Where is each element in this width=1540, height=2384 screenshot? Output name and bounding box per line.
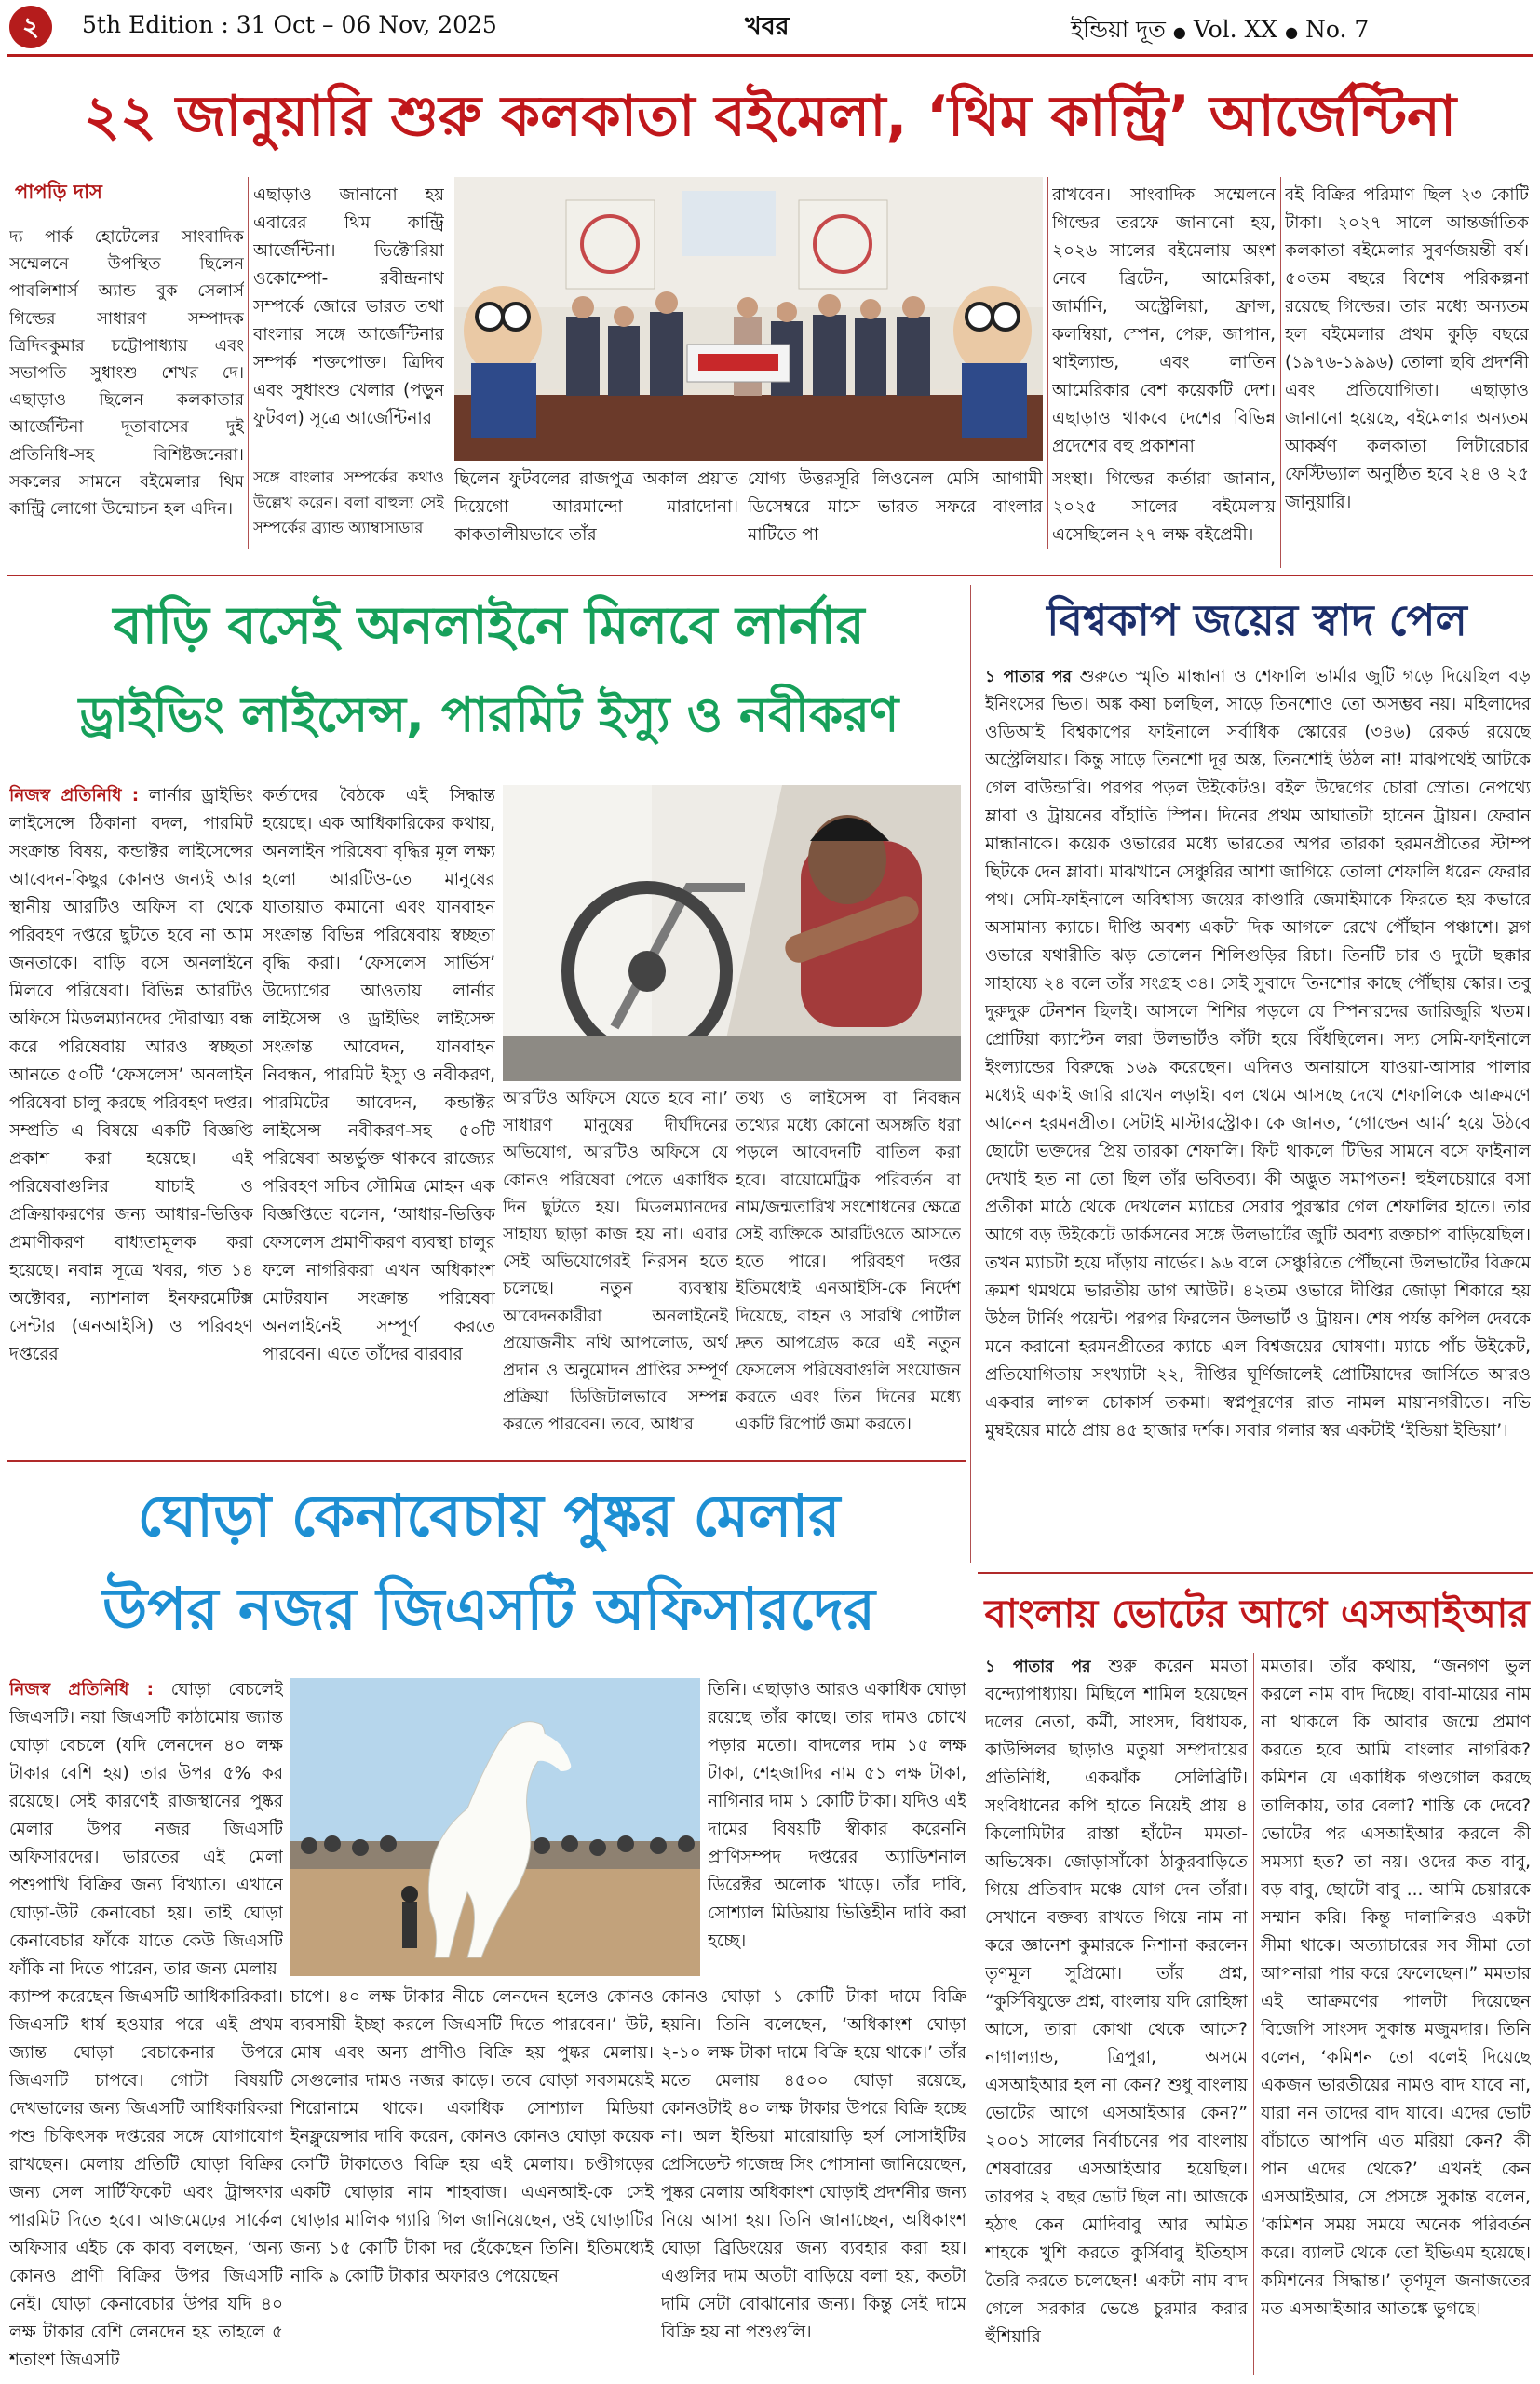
headline-sir: বাংলায় ভোটের আগে এসআইআর xyxy=(984,1591,1530,1636)
paper-info xyxy=(1071,11,1369,51)
photo-woman-driving-car xyxy=(503,785,961,1081)
byline-pushkar: নিজস্ব প্রতিনিধি : xyxy=(9,1680,155,1700)
press-conference-illustration xyxy=(454,177,1043,461)
page-ref-world-cup: ১ পাতার পর xyxy=(985,668,1072,686)
article-pushkar-col1-bottom: ক্যাম্প করেছেন জিএসটি আধিকারিকরা। জিএসটি ধার্য হওয়ার পরে এই প্রথম জ্যান্ত ঘোড়া বেচাকেনার উপরে জিএসটি চাপবে। গোটা বিষয়টি দেখভালের জন্য জিএসটি আধিকারিকরা পশু চিকিৎসক দপ্তরের সঙ্গে যোগাযোগ রাখছেন। মেলায় প্রতিটি ঘোড়া বিক্রির জন্য সেল সার্টিফিকেট এবং ট্রান্সফার পারমিট দিতে হবে। আজমেঢ়ের সার্কেল অফিসার এইচ কে কাব্য বলছেন, ‘অন্য কোনও প্রাণী বিক্রির উপর জিএসটি নেই। ঘোড়া কেনাবেচার উপর যদি ৪০ লক্ষ টাকার বেশি লেনদেন হয় তাহলে ৫ শতাংশ জিএসটি xyxy=(9,1987,283,2370)
article-book-fair-bottom-a: সঙ্গে বাংলার সম্পর্কের কথাও উল্লেখ করেন। বলা বাহুল্য সেই সম্পর্কের ব্র্যান্ড অ্যাম্বাসাডার xyxy=(253,468,444,536)
article-sir-col1 xyxy=(985,1653,1248,2375)
column-rule xyxy=(248,177,249,549)
article-driving-licence-col4: তথ্য ও লাইসেন্স বা নিবন্ধন তথ্যের মধ্যে কোনো অসঙ্গতি ধরা পড়লে আবেদনটি বাতিল করা হবে। বায়োমেট্রিক পরিবর্তন বা নাম/জন্মতারিখ সংশোধনের ক্ষেত্রে সেই ব্যক্তিকে আরটিওতে আসতে হতে পারে। পরিবহণ দপ্তর ইতিমধ্যেই এনআইসি-কে নির্দেশ দিয়েছে, বাহন ও সারথি পোর্টাল দ্রুত আপগ্রেড করে এই নতুন ফেসলেস পরিষেবাগুলি সংযোজন করতে এবং তিন দিনের মধ্যে একটি রিপোর্ট জমা করতে। xyxy=(736,1089,961,1435)
column-rule xyxy=(1047,177,1048,549)
article-book-fair-bottom-b: ছিলেন ফুটবলের রাজপুত্র অকাল প্রয়াত দিয়েগো আরমান্দো মারাদোনা। কাকতালীয়ভাবে তাঁর xyxy=(454,469,738,545)
page-number-badge: ২ xyxy=(9,6,52,48)
article-book-fair-col1: দ্য পার্ক হোটেলের সাংবাদিক সম্মেলনে উপস্থিত ছিলেন পাবলিশার্স অ্যান্ড বুক সেলার্স গিল্ডের সাধারণ সম্পাদক ত্রিদিবকুমার চট্টোপাধ্যায় এবং সভাপতি সুধাংশু শেখর দে। এছাড়াও ছিলেন কলকাতার আর্জেন্টিনা দূতাবাসের দুই প্রতিনিধি-সহ বিশিষ্টজনেরা। সকলের সামনে বইমেলার থিম কান্ট্রি লোগো উন্মোচন হল এদিন। xyxy=(9,227,244,519)
article-driving-licence-col3: আরটিও অফিসে যেতে হবে না।’ সাধারণ মানুষের দীর্ঘদিনের অভিযোগ, আরটিও অফিসে যে কোনও পরিষেবা পেতে একাধিক দিন ছুটতে হয়। মিডলম্যানদের সাহায্য ছাড়া কাজ হয় না। এবার সেই অভিযোগেরই নিরসন হতে চলেছে। নতুন ব্যবস্থায় আবেদনকারীরা অনলাইনেই প্রয়োজনীয় নথি আপলোড, অর্থ প্রদান ও অনুমোদন প্রাপ্তির সম্পূর্ণ প্রক্রিয়া ডিজিটালভাবে সম্পন্ন করতে পারবেন। তবে, আধার xyxy=(503,1089,728,1435)
article-sir-col1-text: শুরু করেন মমতা বন্দ্যোপাধ্যায়। মিছিলে শামিল হয়েছেন দলের নেতা, কর্মী, সাংসদ, বিধায়ক, কাউন্সিলর ছাড়াও মতুয়া সম্প্রদায়ের প্রতিনিধি, একঝাঁক সেলিব্রিটি। সংবিধানের কপি হাতে নিয়েই প্রায় ৪ কিলোমিটার রাস্তা হাঁটেন মমতা-অভিষেক। জোড়াসাঁকো ঠাকুরবাড়িতে গিয়ে প্রতিবাদ মঞ্চে যোগ দেন তাঁরা। সেখানে বক্তব্য রাখতে গিয়ে নাম না করে জ্ঞানেশ কুমারকে নিশানা করলেন তৃণমূল সুপ্রিমো। তাঁর প্রশ্ন, “কুর্সিবিযুক্তে প্রশ্ন, বাংলায় যদি রোহিঙ্গা আসে, তারা কোথা থেকে আসে? নাগাল্যান্ড, ত্রিপুরা, অসমে এসআইআর হল না কেন? শুধু বাংলায় ভোটের আগে এসআইআর কেন?” ২০০১ সালের নির্বাচনের পর বাংলায় শেষবারের এসআইআর হয়েছিল। তারপর ২ বছর ভোট ছিল না। আজকে হঠাৎ কেন মোদিবাবু আর অমিত শাহকে খুশি করতে কুর্সিবাবু ইতিহাস তৈরি করতে চলেছেন! একটা নাম বাদ গেলে সরকার ভেঙে চুরমার করার হুঁশিয়ারি xyxy=(985,1657,1248,2347)
article-pushkar-col1-top-text: ঘোড়া বেচলেই জিএসটি। নয়া জিএসটি কাঠামোয় জ্যান্ত ঘোড়া বেচলে (যদি লেনদেন ৪০ লক্ষ টাকার বেশি হয়) তার উপর ৫% কর রয়েছে। সেই কারণেই রাজস্থানের পুষ্কর মেলার উপর নজর জিএসটি অফিসারদের। ভারতের এই মেলা পশুপাখি বিক্রির জন্য বিখ্যাত। এখানে ঘোড়া-উট কেনাবেচা হয়। তাই ঘোড়া কেনাবেচার ফাঁকে যাতে কেউ জিএসটি ফাঁকি না দিতে পারেন, তার জন্য মেলায় xyxy=(9,1680,283,1979)
section-divider xyxy=(7,575,1533,576)
masthead-rule xyxy=(7,54,1533,57)
driving-illustration xyxy=(503,785,961,1081)
article-pushkar-col2: চাপে। ৪০ লক্ষ টাকার নীচে লেনদেন হলেও কোনও ব্যবসায়ী ইচ্ছা করলে জিএসটি দিতে পারবেন।’ উট, মোষ এবং অন্য প্রাণীও বিক্রি হয় পুষ্কর মেলায়। সেগুলোর দামও নজর কাড়ে। তবে ঘোড়া সবসময়েই শিরোনামে থাকে। একাধিক সোশ্যাল মিডিয়া ইনফ্লুয়েন্সার দাবি করেন, কোনও কোনও ঘোড়া কয়েক কোটি টাকাতেও বিক্রি হয় এই মেলায়। চণ্ডীগড়ের একটি ঘোড়ার নাম শাহবাজ। এএনআই-কে সেই ঘোড়ার মালিক গ্যারি গিল জানিয়েছেন, ওই ঘোড়াটির জন্য ১৫ কোটি টাকা দর হেঁকেছেন তিনি। ইতিমধ্যেই নাকি ৯ কোটি টাকার অফারও পেয়েছেন xyxy=(290,1987,654,2286)
headline-driving-licence-line2: ড্রাইভিং লাইসেন্স, পারমিট ইস্যু ও নবীকরণ xyxy=(78,687,899,743)
section-label: খবর xyxy=(745,12,790,41)
section-divider xyxy=(7,1460,966,1462)
column-rule xyxy=(1253,1653,1254,2375)
volume: Vol. XX xyxy=(1193,16,1278,43)
article-book-fair-col5: বই বিক্রির পরিমাণ ছিল ২৩ কোটি টাকা। ২০২৭ সালে আন্তর্জাতিক কলকাতা বইমেলার সুবর্ণজয়ন্তী বর্ষ। ৫০তম বছরে বিশেষ পরিকল্পনা রয়েছে গিল্ডের। তার মধ্যে অন্যতম হল বইমেলার প্রথম কুড়ি বছরে (১৯৭৬-১৯৯৬) তোলা ছবি প্রদর্শনী এবং প্রতিযোগিতা। এছাড়াও জানানো হয়েছে, বইমেলার অন্যতম আকর্ষণ কলকাতা লিটারেচার ফেস্টিভ্যাল অনুষ্ঠিত হবে ২৪ ও ২৫ জানুয়ারি। xyxy=(1285,185,1529,512)
article-driving-licence-col1 xyxy=(9,782,253,1453)
column-rule xyxy=(1280,177,1281,568)
article-pushkar-col3-bottom: কোনও ঘোড়া ১ কোটি টাকা দামে বিক্রি হয়নি। তিনি বলেছেন, ‘অধিকাংশ ঘোড়া ২-১০ লক্ষ টাকা দামে বিক্রি হয়ে থাকে।’ তাঁর মতে মেলায় ৪৫০০ ঘোড়া রয়েছে, কোনওটাই ৪০ লক্ষ টাকার উপরে বিক্রি হচ্ছে না। অল ইন্ডিয়া মারোয়াড়ি হর্স সোসাইটির প্রেসিডেন্ট গজেন্দ্র সিং পোসানা জানিয়েছেন, পুষ্কর মেলায় অধিকাংশ ঘোড়াই প্রদর্শনীর জন্য নিয়ে আসা হয়। তিনি জানাচ্ছেন, অধিকাংশ ঘোড়া ব্রিডিংয়ের জন্য ব্যবহার করা হয়। এগুলির দাম অতটা বাড়িয়ে বলা হয়, কতটা দামি সেটা বোঝানোর জন্য। কিন্তু সেই দামে বিক্রি হয় না পশুগুলি। xyxy=(661,1987,966,2342)
photo-white-horse-pushkar xyxy=(290,1678,700,1976)
headline-pushkar-line1: ঘোড়া কেনাবেচায় পুষ্কর মেলার xyxy=(137,1482,841,1550)
article-book-fair-bottom-d: সংস্থা। গিল্ডের কর্তারা জানান, ২০২৫ সালের বইমেলায় এসেছিলেন ২৭ লক্ষ বইপ্রেমী। xyxy=(1052,469,1276,545)
masthead xyxy=(0,0,1540,56)
headline-pushkar-line2: উপর নজর জিএসটি অফিসারদের xyxy=(101,1575,876,1643)
headline-driving-licence-line1: বাড়ি বসেই অনলাইনে মিলবে লার্নার xyxy=(113,596,865,657)
article-book-fair-col4: রাখবেন। সাংবাদিক সম্মেলনে গিল্ডের তরফে জানানো হয়, ২০২৬ সালের বইমেলায় অংশ নেবে ব্রিটেন, আমেরিকা, জার্মানি, অস্ট্রেলিয়া, ফ্রান্স, কলম্বিয়া, স্পেন, পেরু, জাপান, থাইল্যান্ড, এবং লাতিন আমেরিকার বেশ কয়েকটি দেশ। এছাড়াও থাকবে দেশের বিভিন্ন প্রদেশের বহু প্রকাশনা xyxy=(1052,185,1276,456)
issue-number: No. 7 xyxy=(1304,16,1370,43)
section-divider xyxy=(978,1572,1533,1574)
page-ref-sir: ১ পাতার পর xyxy=(985,1658,1091,1676)
article-book-fair-bottom-c: যোগ্য উত্তরসূরি লিওনেল মেসি আগামী ডিসেম্বরে মাসে ভারত সফরে বাংলার মাটিতে পা xyxy=(748,469,1043,545)
article-book-fair-col2: এছাড়াও জানানো হয় এবারের থিম কান্ট্রি আর্জেন্টিনা। ভিক্টোরিয়া ওকোম্পো- রবীন্দ্রনাথ সম্পর্কে জোরে ভারত তথা বাংলার সঙ্গে আর্জেন্টিনার সম্পর্ক শক্তপোক্ত। ত্রিদিব এবং সুধাংশু খেলার (পড়ুন ফুটবল) সূত্রে আর্জেন্টিনার xyxy=(253,185,444,428)
horse-illustration xyxy=(290,1678,700,1976)
article-world-cup xyxy=(985,663,1531,1557)
byline-papri-das: পাপড়ি দাস xyxy=(15,181,102,203)
article-driving-licence-col2: কর্তাদের বৈঠকে এই সিদ্ধান্ত হয়েছে। এক আধিকারিকের কথায়, অনলাইন পরিষেবা বৃদ্ধির মূল লক্ষ্য হলো আরটিও-তে মানুষের যাতায়াত কমানো এবং যানবাহন সংক্রান্ত বিভিন্ন পরিষেবায় স্বচ্ছতা বৃদ্ধি করা। ‘ফেসলেস সার্ভিস’ উদ্যোগের আওতায় লার্নার লাইসেন্স ও ড্রাইভিং লাইসেন্স সংক্রান্ত আবেদন, যানবাহন নিবন্ধন, পারমিট ইস্যু ও নবীকরণ, পারমিটের আবেদন, কন্ডাক্টর লাইসেন্স নবীকরণ-সহ ৫০টি পরিষেবা অন্তর্ভুক্ত থাকবে রাজ্যের পরিবহণ সচিব সৌমিত্র মোহন এক বিজ্ঞপ্তিতে বলেন, ‘আধার-ভিত্তিক ফেসলেস প্রমাণীকরণ ব্যবস্থা চালুর ফলে নাগরিকরা এখন অধিকাংশ মোটরযান সংক্রান্ত পরিষেবা অনলাইনেই সম্পূর্ণ করতে পারবেন। এতে তাঁদের বারবার xyxy=(263,786,495,1364)
article-world-cup-text: শুরুতে স্মৃতি মান্ধানা ও শেফালি ভার্মার জুটি গড়ে দিয়েছিল বড় ইনিংসের ভিত। অঙ্ক কষা চলছিল, সাড়ে তিনশোও তো অসম্ভব নয়। মহিলাদের ওডিআই বিশ্বকাপের ফাইনালে সর্বাধিক স্কোরের (৩৪৬) রেকর্ড রয়েছে অস্ট্রেলিয়ার। কিন্তু সাড়ে তিনশো দূর অস্ত, তিনশোই উঠল না! মাঝপথেই আটকে গেল বাউন্ডারি। পরপর পড়ল উইকেটও। বইল উদ্বেগের চোরা স্রোত। নেপথ্যে ম্লাবা ও ট্রায়নের বাঁহাতি স্পিন। দিনের প্রথম আঘাতটা হানেন ট্রায়ন। ফেরান মান্ধানাকে। কয়েক ওভারের মধ্যে ভারতের অপর তারকা হরমনপ্রীতের স্টাম্প ছিটকে দেন ম্লাবা। মাঝখানে সেঞ্চুরির আশা জাগিয়ে তোলা শেফালি ধরেন ফেরার পথ। সেমি-ফাইনালে অবিশ্বাস্য জয়ের কাণ্ডারি জেমাইমাকে ফিরতে হয় কভারে অসামান্য ক্যাচে। দীপ্তি অবশ্য একটা দিক আগলে রেখে পৌঁছান পঞ্চাশে। স্লগ ওভারে যথারীতি ঝড় তোলেন শিলিগুড়ির রিচা। তিনটি চার ও দুটো ছক্কার সাহায্যে ২৪ বলে তাঁর সংগ্রহ ৩৪। সেই সুবাদে তিনশোর কাছে পৌঁছায় স্কোর। তবু দুরুদুরু টেনশন ছিলই। আসলে শিশির পড়লে যে স্পিনারদের জারিজুরি খতম। প্রোটিয়া ক্যাপ্টেন লরা উলভার্টও কাঁটা হয়ে বিঁধছিলেন। সদ্য সেমি-ফাইনালে ইংল্যান্ডের বিরুদ্ধে ১৬৯ করেছেন। এদিনও অনায়াসে যাওয়া-আসার পালার মধ্যেই একাই জারি রাখেন লড়াই। বল থেমে আসছে দেখে শেফালিকে আক্রমণে আনেন হরমনপ্রীত। সেটাই মাস্টারস্ট্রোক। কে জানত, ‘গোল্ডেন আর্ম’ হয়ে উঠবে ছোটো ভক্তদের প্রিয় তারকা শেফালি। ফিট থাকলে টিভির সামনে বসে ফাইনাল দেখাই হত না তো ছিল তাঁর ভবিতব্য। কী অদ্ভুত সমাপতন! হুইলচেয়ারে বসা প্রতীকা মাঠে থেকে দেখলেন ম্যাচের সেরার পুরস্কার গেল শেফালির হাতে। তার আগে বড় উইকেটে ডার্কসনের সঙ্গে উলভার্টের জুটি অবশ্য রক্তচাপ বাড়িয়েছিল। তখন ম্যাচটা হয়ে দাঁড়ায় নার্ভের। ৯৬ বলে সেঞ্চুরিতে পৌঁছনো উলভার্টের বিক্রমে ক্রমশ থমথমে ভারতীয় ডাগ আউট। ৪২তম ওভারে দীপ্তির জোড়া শিকারে হয় উঠল টার্নিং পয়েন্ট। পরপর ফিরলেন উলভার্ট ও ট্রায়ন। শেষ পর্যন্ত কপিল দেবকে মনে করানো হরমনপ্রীতের ক্যাচে এল বিশ্বজয়ের ঘোষণা। ম্যাচে পাঁচ উইকেট, প্রতিযোগিতায় সংখ্যাটা ২২, দীপ্তির ঘূর্ণিজালেই প্রোটিয়াদের জার্সিতে আরও একবার লাগল চোকার্স তকমা। স্বপ্নপূরণের রাত নামল মায়ানগরীতে। নভি মুম্বইয়ের মাঠে প্রায় ৪৫ হাজার দর্শক। সবার গলার স্বর একটাই ‘ইন্ডিয়া ইন্ডিয়া’। xyxy=(985,667,1531,1441)
bullet-icon: ● xyxy=(1172,23,1186,41)
bullet-icon: ● xyxy=(1285,23,1299,41)
article-sir-col2: মমতার। তাঁর কথায়, “জনগণ ভুল করলে নাম বাদ দিচ্ছে। বাবা-মায়ের নাম না থাকলে কি আবার জন্মে প্রমাণ করতে হবে আমি বাংলার নাগরিক? কমিশন যে একাধিক গণ্ডগোল করছে তালিকায়, তার বেলা? শাস্তি কে দেবে? ভোটের পর এসআইআর করলে কী সমস্যা হত? তা নয়। ওদের কত বাবু, বড় বাবু, ছোটো বাবু ... আমি চেয়ারকে সম্মান করি। কিন্তু দালালিরও একটা সীমা থাকে। অত্যাচারের সব সীমা তো আপনারা পার করে ফেলেছেন।” মমতার এই আক্রমণের পালটা দিয়েছেন বিজেপি সাংসদ সুকান্ত মজুমদার। তিনি বলেন, ‘কমিশন তো বলেই দিয়েছে একজন ভারতীয়ের নামও বাদ যাবে না, যারা নন তাদের বাদ যাবে। এদের ভোট বাঁচাতে আপনি এত মরিয়া কেন? কী পান এদের থেকে?’ এখনই কেন এসআইআর, সে প্রসঙ্গে সুকান্ত বলেন, ‘কমিশন সময় সময়ে অনেক পরিবর্তন করে। ব্যালট থেকে তো ইভিএম হয়েছে। কমিশনের সিদ্ধান্ত।’ তৃণমূল জনাজতের মত এসআইআর আতঙ্কে ভুগছে। xyxy=(1261,1657,1531,2319)
article-pushkar-col3-top: তিনি। এছাড়াও আরও একাধিক ঘোড়া রয়েছে তাঁর কাছে। তার দামও চোখে পড়ার মতো। বাদলের দাম ১৫ লক্ষ টাকা, শেহজাদির নাম ৫১ লক্ষ টাকা, নাগিনার দাম ১ কোটি টাকা। যদিও এই দামের বিষয়টি স্বীকার করেননি প্রাণিসম্পদ দপ্তরের অ্যাডিশনাল ডিরেক্টর অলোক খাড়ে। তাঁর দাবি, সোশ্যাল মিডিয়ায় ভিত্তিহীন দাবি করা হচ্ছে। xyxy=(708,1680,966,1951)
photo-book-fair-press-conference xyxy=(454,177,1043,461)
paper-name: ইন্ডিয়া দূত xyxy=(1071,16,1166,43)
headline-book-fair: ২২ জানুয়ারি শুরু কলকাতা বইমেলা, ‘থিম কান্ট্রি’ আর্জেন্টিনা xyxy=(83,84,1457,149)
headline-world-cup: বিশ্বকাপ জয়ের স্বাদ পেল xyxy=(1047,595,1467,645)
column-rule xyxy=(970,585,971,1563)
article-driving-licence-col1-text: লার্নার ড্রাইভিং লাইসেন্সে ঠিকানা বদল, পারমিট সংক্রান্ত বিষয়, কন্ডাক্টর লাইসেন্সের আবেদন-কিছুর কোনও জন্যই আর স্থানীয় আরটিও অফিস বা থেকে পরিবহণ দপ্তরে ছুটতে হবে না আম জনতাকে। বাড়ি বসে অনলাইনে মিলবে পরিষেবা। বিভিন্ন আরটিও অফিসে মিডলম্যানদের দৌরাত্ম্য বন্ধ করে পরিষেবায় আরও স্বচ্ছতা আনতে ৫০টি ‘ফেসলেস’ অনলাইন পরিষেবা চালু করছে পরিবহণ দপ্তর। সম্প্রতি এ বিষয়ে একটি বিজ্ঞপ্তি প্রকাশ করা হয়েছে। এই পরিষেবাগুলির যাচাই ও প্রক্রিয়াকরণের জন্য আধার-ভিত্তিক প্রমাণীকরণ বাধ্যতামূলক করা হয়েছে। নবান্ন সূত্রে খবর, গত ১৪ অক্টোবর, ন্যাশনাল ইনফরমেটিক্স সেন্টার (এনআইসি) ও পরিবহণ দপ্তরের xyxy=(9,786,253,1364)
edition-date: 5th Edition : 31 Oct – 06 Nov, 2025 xyxy=(82,11,497,38)
byline-driving-licence: নিজস্ব প্রতিনিধি : xyxy=(9,786,140,806)
